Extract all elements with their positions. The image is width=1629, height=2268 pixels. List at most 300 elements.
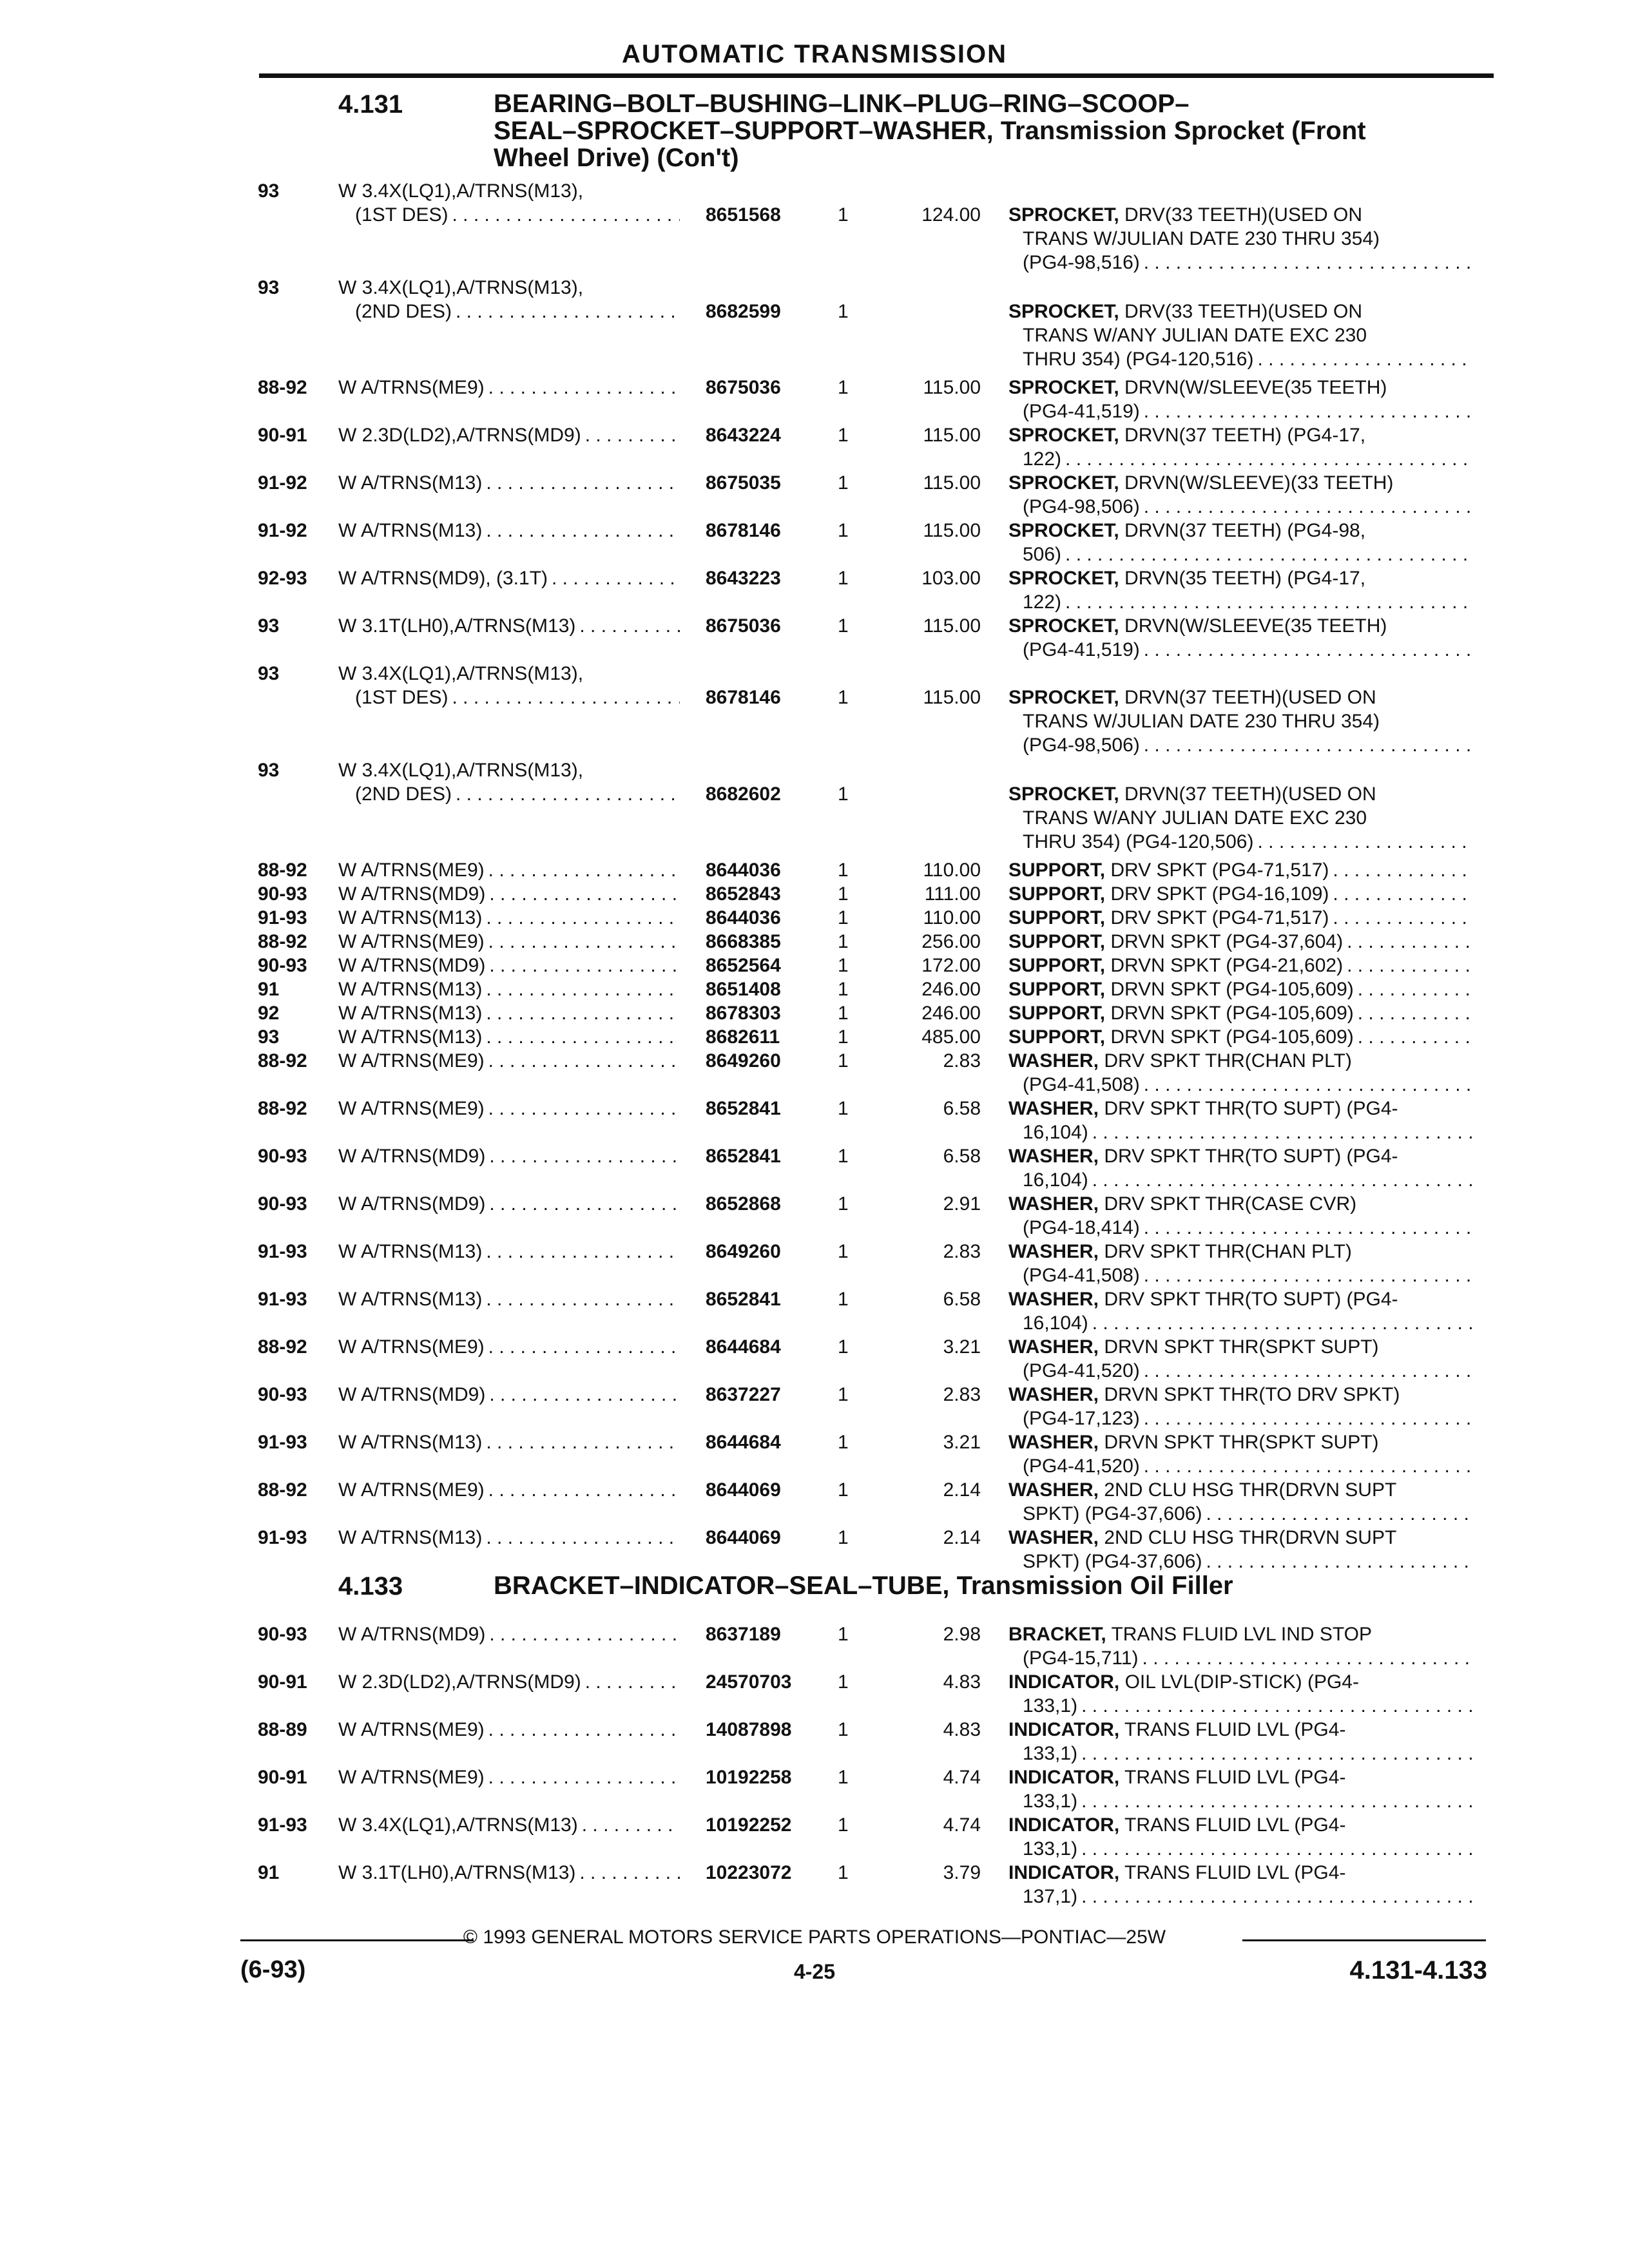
model-year: 88-92 xyxy=(258,1098,307,1119)
description xyxy=(1008,1526,1472,1573)
leader-dots xyxy=(486,471,680,495)
leader-dots xyxy=(1144,1454,1472,1478)
description-text: INDICATOR, TRANS FLUID LVL (PG4- xyxy=(1008,1767,1346,1788)
application-line xyxy=(338,1335,680,1359)
application-text: W A/TRNS(ME9) xyxy=(338,931,485,952)
model-year: 90-93 xyxy=(258,883,307,905)
application-text: W 2.3D(LD2),A/TRNS(MD9) xyxy=(338,1671,581,1693)
description xyxy=(1008,930,1472,954)
description-text: 137,1) xyxy=(1023,1886,1078,1907)
description-line xyxy=(1008,566,1472,590)
model-year: 88-92 xyxy=(258,1050,307,1072)
description-line xyxy=(1008,519,1472,543)
leader-dots xyxy=(1092,1168,1472,1192)
description xyxy=(1008,782,1472,854)
description-line xyxy=(1008,1694,1472,1718)
leader-dots xyxy=(488,1478,680,1502)
application xyxy=(338,1430,680,1454)
leader-dots xyxy=(1065,590,1472,614)
description xyxy=(1008,1861,1472,1908)
description-text: (PG4-41,508) xyxy=(1023,1265,1140,1286)
leader-dots xyxy=(456,300,680,323)
quantity: 1 xyxy=(838,1336,849,1358)
description-line xyxy=(1008,1144,1472,1168)
application-line xyxy=(338,300,680,323)
part-number: 8678303 xyxy=(706,1003,781,1024)
description-line xyxy=(1008,1192,1472,1216)
description-line xyxy=(1008,251,1472,274)
leader-dots xyxy=(1333,858,1472,882)
description-text: SPROCKET, DRVN(37 TEETH)(USED ON xyxy=(1008,783,1376,805)
part-number: 8682611 xyxy=(706,1026,780,1048)
application-text: W A/TRNS(MD9) xyxy=(338,1384,486,1405)
leader-dots xyxy=(1358,1025,1472,1049)
description-text: 133,1) xyxy=(1023,1838,1078,1860)
description-text: BRACKET, TRANS FLUID LVL IND STOP xyxy=(1008,1624,1372,1645)
model-year: 93 xyxy=(258,1026,280,1048)
application xyxy=(338,1335,680,1359)
description-text: SPROCKET, DRVN(W/SLEEVE)(33 TEETH) xyxy=(1008,472,1394,494)
description xyxy=(1008,1430,1472,1478)
price: 4.83 xyxy=(943,1719,981,1740)
application-text: W A/TRNS(M13) xyxy=(338,1241,483,1262)
description xyxy=(1008,882,1472,906)
price: 110.00 xyxy=(923,907,981,928)
price: 2.83 xyxy=(943,1384,981,1405)
description xyxy=(1008,423,1472,471)
description-line xyxy=(1008,806,1472,830)
quantity: 1 xyxy=(838,568,849,589)
application xyxy=(338,1025,680,1049)
price: 4.74 xyxy=(943,1767,981,1788)
part-number: 8675036 xyxy=(706,615,781,637)
description xyxy=(1008,1001,1472,1025)
description xyxy=(1008,1025,1472,1049)
leader-dots xyxy=(585,1670,680,1694)
description-line xyxy=(1008,1526,1472,1550)
application xyxy=(338,1287,680,1311)
description-line xyxy=(1008,1407,1472,1430)
application-line xyxy=(338,977,680,1001)
application-line xyxy=(338,203,680,227)
application-text: W A/TRNS(ME9) xyxy=(338,860,485,881)
description-text: INDICATOR, TRANS FLUID LVL (PG4- xyxy=(1008,1814,1346,1836)
price: 4.83 xyxy=(943,1671,981,1693)
description-text: SUPPORT, DRVN SPKT (PG4-105,609) xyxy=(1008,1026,1354,1048)
section-number: 4.131 xyxy=(338,90,403,119)
description xyxy=(1008,1192,1472,1240)
application-line xyxy=(338,1287,680,1311)
description-text: WASHER, 2ND CLU HSG THR(DRVN SUPT xyxy=(1008,1479,1397,1501)
description-text: THRU 354) (PG4-120,506) xyxy=(1023,831,1254,852)
leader-dots xyxy=(489,1622,680,1646)
description xyxy=(1008,1049,1472,1097)
description-line xyxy=(1008,733,1472,757)
price: 2.14 xyxy=(943,1527,981,1548)
model-year: 90-93 xyxy=(258,1146,307,1167)
section-title-line: Wheel Drive) (Con't) xyxy=(494,144,739,172)
application xyxy=(338,954,680,977)
description-text: SUPPORT, DRV SPKT (PG4-71,517) xyxy=(1008,860,1329,881)
model-year: 90-93 xyxy=(258,1193,307,1215)
application-line xyxy=(338,614,680,638)
description-line xyxy=(1008,227,1472,251)
model-year: 88-92 xyxy=(258,1336,307,1358)
description-text: WASHER, DRV SPKT THR(TO SUPT) (PG4- xyxy=(1008,1289,1398,1310)
leader-dots xyxy=(1333,906,1472,930)
application-line xyxy=(338,858,680,882)
leader-dots xyxy=(1144,733,1472,757)
description-line xyxy=(1008,1789,1472,1813)
application-text: (1ST DES) xyxy=(355,204,448,226)
description-text: WASHER, DRV SPKT THR(CHAN PLT) xyxy=(1008,1241,1352,1262)
part-number: 8652564 xyxy=(706,955,781,976)
description-text: SPKT) (PG4-37,606) xyxy=(1023,1503,1202,1524)
description xyxy=(1008,1383,1472,1430)
part-number: 8652868 xyxy=(706,1193,781,1215)
description-line xyxy=(1008,423,1472,447)
description-text: (PG4-41,519) xyxy=(1023,401,1140,422)
application-text: W A/TRNS(MD9) xyxy=(338,1624,486,1645)
price: 115.00 xyxy=(923,472,981,494)
quantity: 1 xyxy=(838,907,849,928)
application-line xyxy=(338,1526,680,1550)
application-line xyxy=(338,423,680,447)
application-text: W A/TRNS(MD9), (3.1T) xyxy=(338,568,548,589)
leader-dots xyxy=(1142,1646,1472,1670)
description-line xyxy=(1008,1622,1472,1646)
application-line xyxy=(338,1144,680,1168)
description-text: 16,104) xyxy=(1023,1122,1088,1143)
description-text: SPROCKET, DRVN(37 TEETH)(USED ON xyxy=(1008,687,1376,708)
leader-dots xyxy=(579,1861,680,1885)
description-text: (PG4-98,506) xyxy=(1023,735,1140,756)
price: 172.00 xyxy=(921,955,981,976)
description xyxy=(1008,1718,1472,1765)
leader-dots xyxy=(488,930,680,954)
price: 2.83 xyxy=(943,1050,981,1072)
description-text: 506) xyxy=(1023,544,1062,565)
description-line xyxy=(1008,1813,1472,1837)
application-line xyxy=(338,1430,680,1454)
description-line xyxy=(1008,1430,1472,1454)
price: 124.00 xyxy=(921,204,981,226)
quantity: 1 xyxy=(838,860,849,881)
application-line xyxy=(338,882,680,906)
leader-dots xyxy=(585,423,680,447)
application xyxy=(338,930,680,954)
price: 3.21 xyxy=(943,1336,981,1358)
application xyxy=(338,566,680,590)
description-text: 16,104) xyxy=(1023,1169,1088,1191)
quantity: 1 xyxy=(838,1026,849,1048)
quantity: 1 xyxy=(838,931,849,952)
leader-dots xyxy=(486,1430,680,1454)
leader-dots xyxy=(1206,1502,1472,1526)
part-number: 8643223 xyxy=(706,568,781,589)
description xyxy=(1008,686,1472,757)
price: 2.83 xyxy=(943,1241,981,1262)
part-number: 8644684 xyxy=(706,1432,781,1453)
application-line xyxy=(338,1383,680,1407)
application-text: (2ND DES) xyxy=(355,783,452,805)
leader-dots xyxy=(486,1287,680,1311)
description-line xyxy=(1008,906,1472,930)
description xyxy=(1008,1622,1472,1670)
model-year: 88-92 xyxy=(258,377,307,398)
application-text: W A/TRNS(M13) xyxy=(338,1527,483,1548)
quantity: 1 xyxy=(838,520,849,541)
model-year: 91-93 xyxy=(258,1432,307,1453)
description xyxy=(1008,614,1472,662)
application-text: W A/TRNS(M13) xyxy=(338,979,483,1000)
application xyxy=(338,1765,680,1789)
application-line xyxy=(338,1240,680,1264)
description-text: SUPPORT, DRV SPKT (PG4-71,517) xyxy=(1008,907,1329,928)
description-text: SUPPORT, DRVN SPKT (PG4-105,609) xyxy=(1008,1003,1354,1024)
price: 3.21 xyxy=(943,1432,981,1453)
price: 2.91 xyxy=(943,1193,981,1215)
description-line xyxy=(1008,1168,1472,1192)
application xyxy=(338,1144,680,1168)
part-number: 8678146 xyxy=(706,520,781,541)
description-line xyxy=(1008,323,1472,347)
model-year: 88-92 xyxy=(258,1479,307,1501)
leader-dots xyxy=(1347,930,1472,954)
description-text: WASHER, 2ND CLU HSG THR(DRVN SUPT xyxy=(1008,1527,1397,1548)
application-text: W A/TRNS(ME9) xyxy=(338,377,485,398)
description-text: TRANS W/JULIAN DATE 230 THRU 354) xyxy=(1023,228,1380,249)
quantity: 1 xyxy=(838,1003,849,1024)
application-text: W A/TRNS(MD9) xyxy=(338,955,486,976)
description-line xyxy=(1008,1550,1472,1573)
description-line xyxy=(1008,1073,1472,1097)
description-line xyxy=(1008,471,1472,495)
quantity: 1 xyxy=(838,1432,849,1453)
leader-dots xyxy=(1144,251,1472,274)
application xyxy=(338,471,680,495)
part-number: 10192252 xyxy=(706,1814,792,1836)
description-line xyxy=(1008,638,1472,662)
model-year: 91-93 xyxy=(258,1241,307,1262)
description-line xyxy=(1008,1216,1472,1240)
model-year: 91-93 xyxy=(258,907,307,928)
price: 103.00 xyxy=(921,568,981,589)
leader-dots xyxy=(1092,1120,1472,1144)
footer-page-number: 4-25 xyxy=(793,1960,836,1983)
part-number: 8652841 xyxy=(706,1146,781,1167)
application-line xyxy=(338,686,680,709)
description-text: 133,1) xyxy=(1023,1743,1078,1764)
description-text: WASHER, DRV SPKT THR(TO SUPT) (PG4- xyxy=(1008,1146,1398,1167)
leader-dots xyxy=(486,1001,680,1025)
model-year: 91 xyxy=(258,979,280,1000)
quantity: 1 xyxy=(838,301,849,322)
application-text: W A/TRNS(ME9) xyxy=(338,1479,485,1501)
description xyxy=(1008,300,1472,371)
part-number: 8644036 xyxy=(706,860,781,881)
application-text: W A/TRNS(M13) xyxy=(338,907,483,928)
quantity: 1 xyxy=(838,1719,849,1740)
footer-date: (6-93) xyxy=(240,1956,306,1983)
description-line xyxy=(1008,1049,1472,1073)
section-title-line: SEAL–SPROCKET–SUPPORT–WASHER, Transmission Sprocket (Front xyxy=(494,117,1366,145)
leader-dots xyxy=(579,614,680,638)
description-text: 122) xyxy=(1023,448,1062,470)
description-text: TRANS W/ANY JULIAN DATE EXC 230 xyxy=(1023,807,1367,829)
leader-dots xyxy=(1144,1264,1472,1287)
description xyxy=(1008,1335,1472,1383)
description xyxy=(1008,1670,1472,1718)
description-line xyxy=(1008,1502,1472,1526)
description-line xyxy=(1008,1646,1472,1670)
application xyxy=(338,423,680,447)
description xyxy=(1008,977,1472,1001)
part-number: 8637189 xyxy=(706,1624,781,1645)
quantity: 1 xyxy=(838,955,849,976)
description-text: (PG4-15,711) xyxy=(1023,1648,1139,1669)
description xyxy=(1008,203,1472,274)
part-number: 8643224 xyxy=(706,425,781,446)
model-year: 91 xyxy=(258,1862,280,1883)
leader-dots xyxy=(489,1144,680,1168)
leader-dots xyxy=(1065,447,1472,471)
leader-dots xyxy=(1257,830,1472,854)
page-header-title: AUTOMATIC TRANSMISSION xyxy=(621,40,1008,68)
part-number: 8675036 xyxy=(706,377,781,398)
description-text: 16,104) xyxy=(1023,1312,1088,1334)
application xyxy=(338,906,680,930)
section-title-line: BRACKET–INDICATOR–SEAL–TUBE, Transmission Oil Filler xyxy=(494,1571,1233,1600)
application-line xyxy=(338,1478,680,1502)
description-text: SPROCKET, DRV(33 TEETH)(USED ON xyxy=(1008,204,1362,226)
leader-dots xyxy=(488,1049,680,1073)
leader-dots xyxy=(489,1383,680,1407)
leader-dots xyxy=(489,954,680,977)
quantity: 1 xyxy=(838,883,849,905)
leader-dots xyxy=(488,376,680,399)
model-year: 88-89 xyxy=(258,1719,307,1740)
model-year: 92 xyxy=(258,1003,280,1024)
description-line xyxy=(1008,1718,1472,1742)
description-text: THRU 354) (PG4-120,516) xyxy=(1023,349,1254,370)
application xyxy=(338,977,680,1001)
quantity: 1 xyxy=(838,1146,849,1167)
price: 110.00 xyxy=(923,860,981,881)
part-number: 8649260 xyxy=(706,1050,781,1072)
description-line xyxy=(1008,300,1472,323)
quantity: 1 xyxy=(838,1624,849,1645)
application xyxy=(338,1861,680,1885)
application xyxy=(338,1718,680,1742)
description xyxy=(1008,1240,1472,1287)
description xyxy=(1008,566,1472,614)
part-number: 10192258 xyxy=(706,1767,792,1788)
leader-dots xyxy=(488,1097,680,1120)
leader-dots xyxy=(1144,1073,1472,1097)
quantity: 1 xyxy=(838,1050,849,1072)
application-line xyxy=(338,1813,680,1837)
leader-dots xyxy=(486,1025,680,1049)
price: 2.14 xyxy=(943,1479,981,1501)
application-text: W 3.1T(LH0),A/TRNS(M13) xyxy=(338,1862,576,1883)
description-text: SPROCKET, DRV(33 TEETH)(USED ON xyxy=(1008,301,1362,322)
price: 115.00 xyxy=(923,425,981,446)
leader-dots xyxy=(1144,1216,1472,1240)
price: 256.00 xyxy=(921,931,981,952)
description-line xyxy=(1008,1670,1472,1694)
application-text: W A/TRNS(M13) xyxy=(338,520,483,541)
application-line xyxy=(338,1192,680,1216)
quantity: 1 xyxy=(838,1193,849,1215)
description-text: WASHER, DRVN SPKT THR(TO DRV SPKT) xyxy=(1008,1384,1400,1405)
description xyxy=(1008,376,1472,423)
application-text: W A/TRNS(MD9) xyxy=(338,1146,486,1167)
application-line xyxy=(338,906,680,930)
quantity: 1 xyxy=(838,1671,849,1693)
description-line xyxy=(1008,1264,1472,1287)
application-line xyxy=(338,1670,680,1694)
description-text: TRANS W/ANY JULIAN DATE EXC 230 xyxy=(1023,325,1367,346)
leader-dots xyxy=(486,1526,680,1550)
part-number: 8644036 xyxy=(706,907,781,928)
application-line xyxy=(338,566,680,590)
description-line xyxy=(1008,830,1472,854)
leader-dots xyxy=(582,1813,680,1837)
application-line: W 3.4X(LQ1),A/TRNS(M13), xyxy=(338,760,584,781)
leader-dots xyxy=(1144,1407,1472,1430)
description-line xyxy=(1008,782,1472,806)
description-text: WASHER, DRV SPKT THR(CASE CVR) xyxy=(1008,1193,1357,1215)
application xyxy=(338,758,680,806)
application xyxy=(338,179,680,227)
description-text: (PG4-41,508) xyxy=(1023,1074,1140,1095)
description xyxy=(1008,471,1472,519)
quantity: 1 xyxy=(838,425,849,446)
description-text: SUPPORT, DRVN SPKT (PG4-37,604) xyxy=(1008,931,1344,952)
description-text: 133,1) xyxy=(1023,1791,1078,1812)
price: 111.00 xyxy=(924,883,981,905)
application-text: W A/TRNS(MD9) xyxy=(338,1193,486,1215)
price: 115.00 xyxy=(923,615,981,637)
part-number: 8652841 xyxy=(706,1289,781,1310)
description xyxy=(1008,1287,1472,1335)
leader-dots xyxy=(1144,399,1472,423)
price: 4.74 xyxy=(943,1814,981,1836)
application xyxy=(338,276,680,323)
description-line xyxy=(1008,1478,1472,1502)
description xyxy=(1008,1765,1472,1813)
application-text: W A/TRNS(M13) xyxy=(338,1003,483,1024)
application-text: (2ND DES) xyxy=(355,301,452,322)
description-line xyxy=(1008,614,1472,638)
part-number: 8644684 xyxy=(706,1336,781,1358)
description-line xyxy=(1008,1240,1472,1264)
part-number: 8668385 xyxy=(706,931,781,952)
part-number: 8682599 xyxy=(706,301,781,322)
section-title-line: BEARING–BOLT–BUSHING–LINK–PLUG–RING–SCOOP– xyxy=(494,90,1190,118)
price: 6.58 xyxy=(943,1289,981,1310)
leader-dots xyxy=(1144,1359,1472,1383)
description-line xyxy=(1008,709,1472,733)
model-year: 90-91 xyxy=(258,1767,307,1788)
description-line xyxy=(1008,1359,1472,1383)
part-number: 8678146 xyxy=(706,687,781,708)
description-text: SPKT) (PG4-37,606) xyxy=(1023,1551,1202,1572)
model-year: 91-92 xyxy=(258,472,307,494)
description-text: WASHER, DRV SPKT THR(CHAN PLT) xyxy=(1008,1050,1352,1072)
description-line xyxy=(1008,954,1472,977)
